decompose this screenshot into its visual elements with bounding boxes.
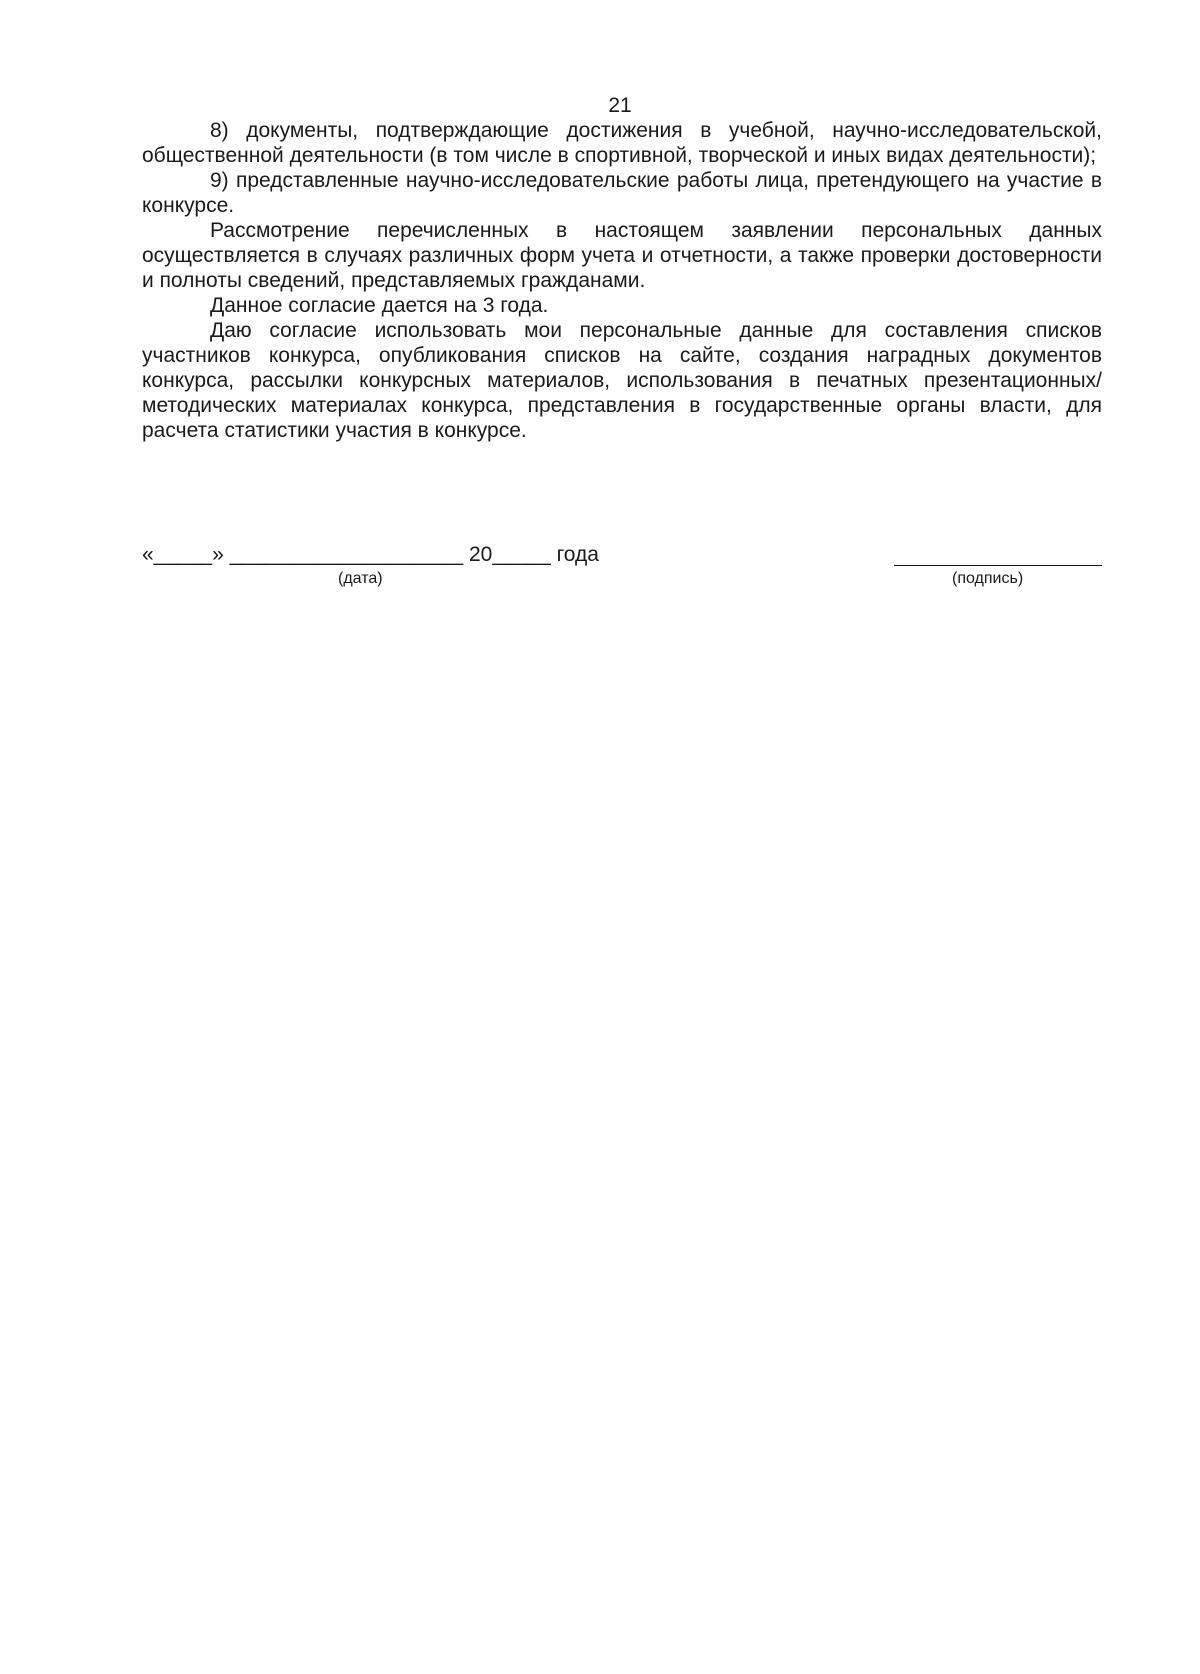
document-body [142, 118, 1102, 443]
page-number: 21 [608, 94, 632, 117]
paragraph-review-purpose: Рассмотрение перечисленных в настоящем заявлении персональных данных осуществляется в случаях различных форм учета и отчетности, а также проверки достоверности и полноты сведений, представляемых гражданами. [142, 219, 1102, 292]
paragraph-item-9: 9) представленные научно-исследовательские работы лица, претендующего на участие в конкурсе. [142, 169, 1102, 217]
signature-block [142, 543, 1102, 593]
signature-caption: (подпись) [952, 570, 1024, 587]
paragraph-consent-term: Данное согласие дается на 3 года. [210, 294, 549, 317]
date-field-line: «_____» ____________________ 20_____ года [142, 543, 599, 566]
signature-line [894, 565, 1102, 566]
paragraph-consent-usage: Даю согласие использовать мои персональные данные для составления списков участников конкурса, опубликования списков на сайте, создания наградных документов конкурса, рассылки конкурсных материалов, использования в печатных презентационных/методических материалах конкурса, представления в государственные органы власти, для расчета статистики участия в конкурсе. [142, 319, 1102, 442]
paragraph-item-8: 8) документы, подтверждающие достижения в учебной, научно-исследовательской, общественной деятельности (в том числе в спортивной, творческой и иных видах деятельности); [142, 119, 1102, 167]
date-caption: (дата) [338, 570, 383, 587]
